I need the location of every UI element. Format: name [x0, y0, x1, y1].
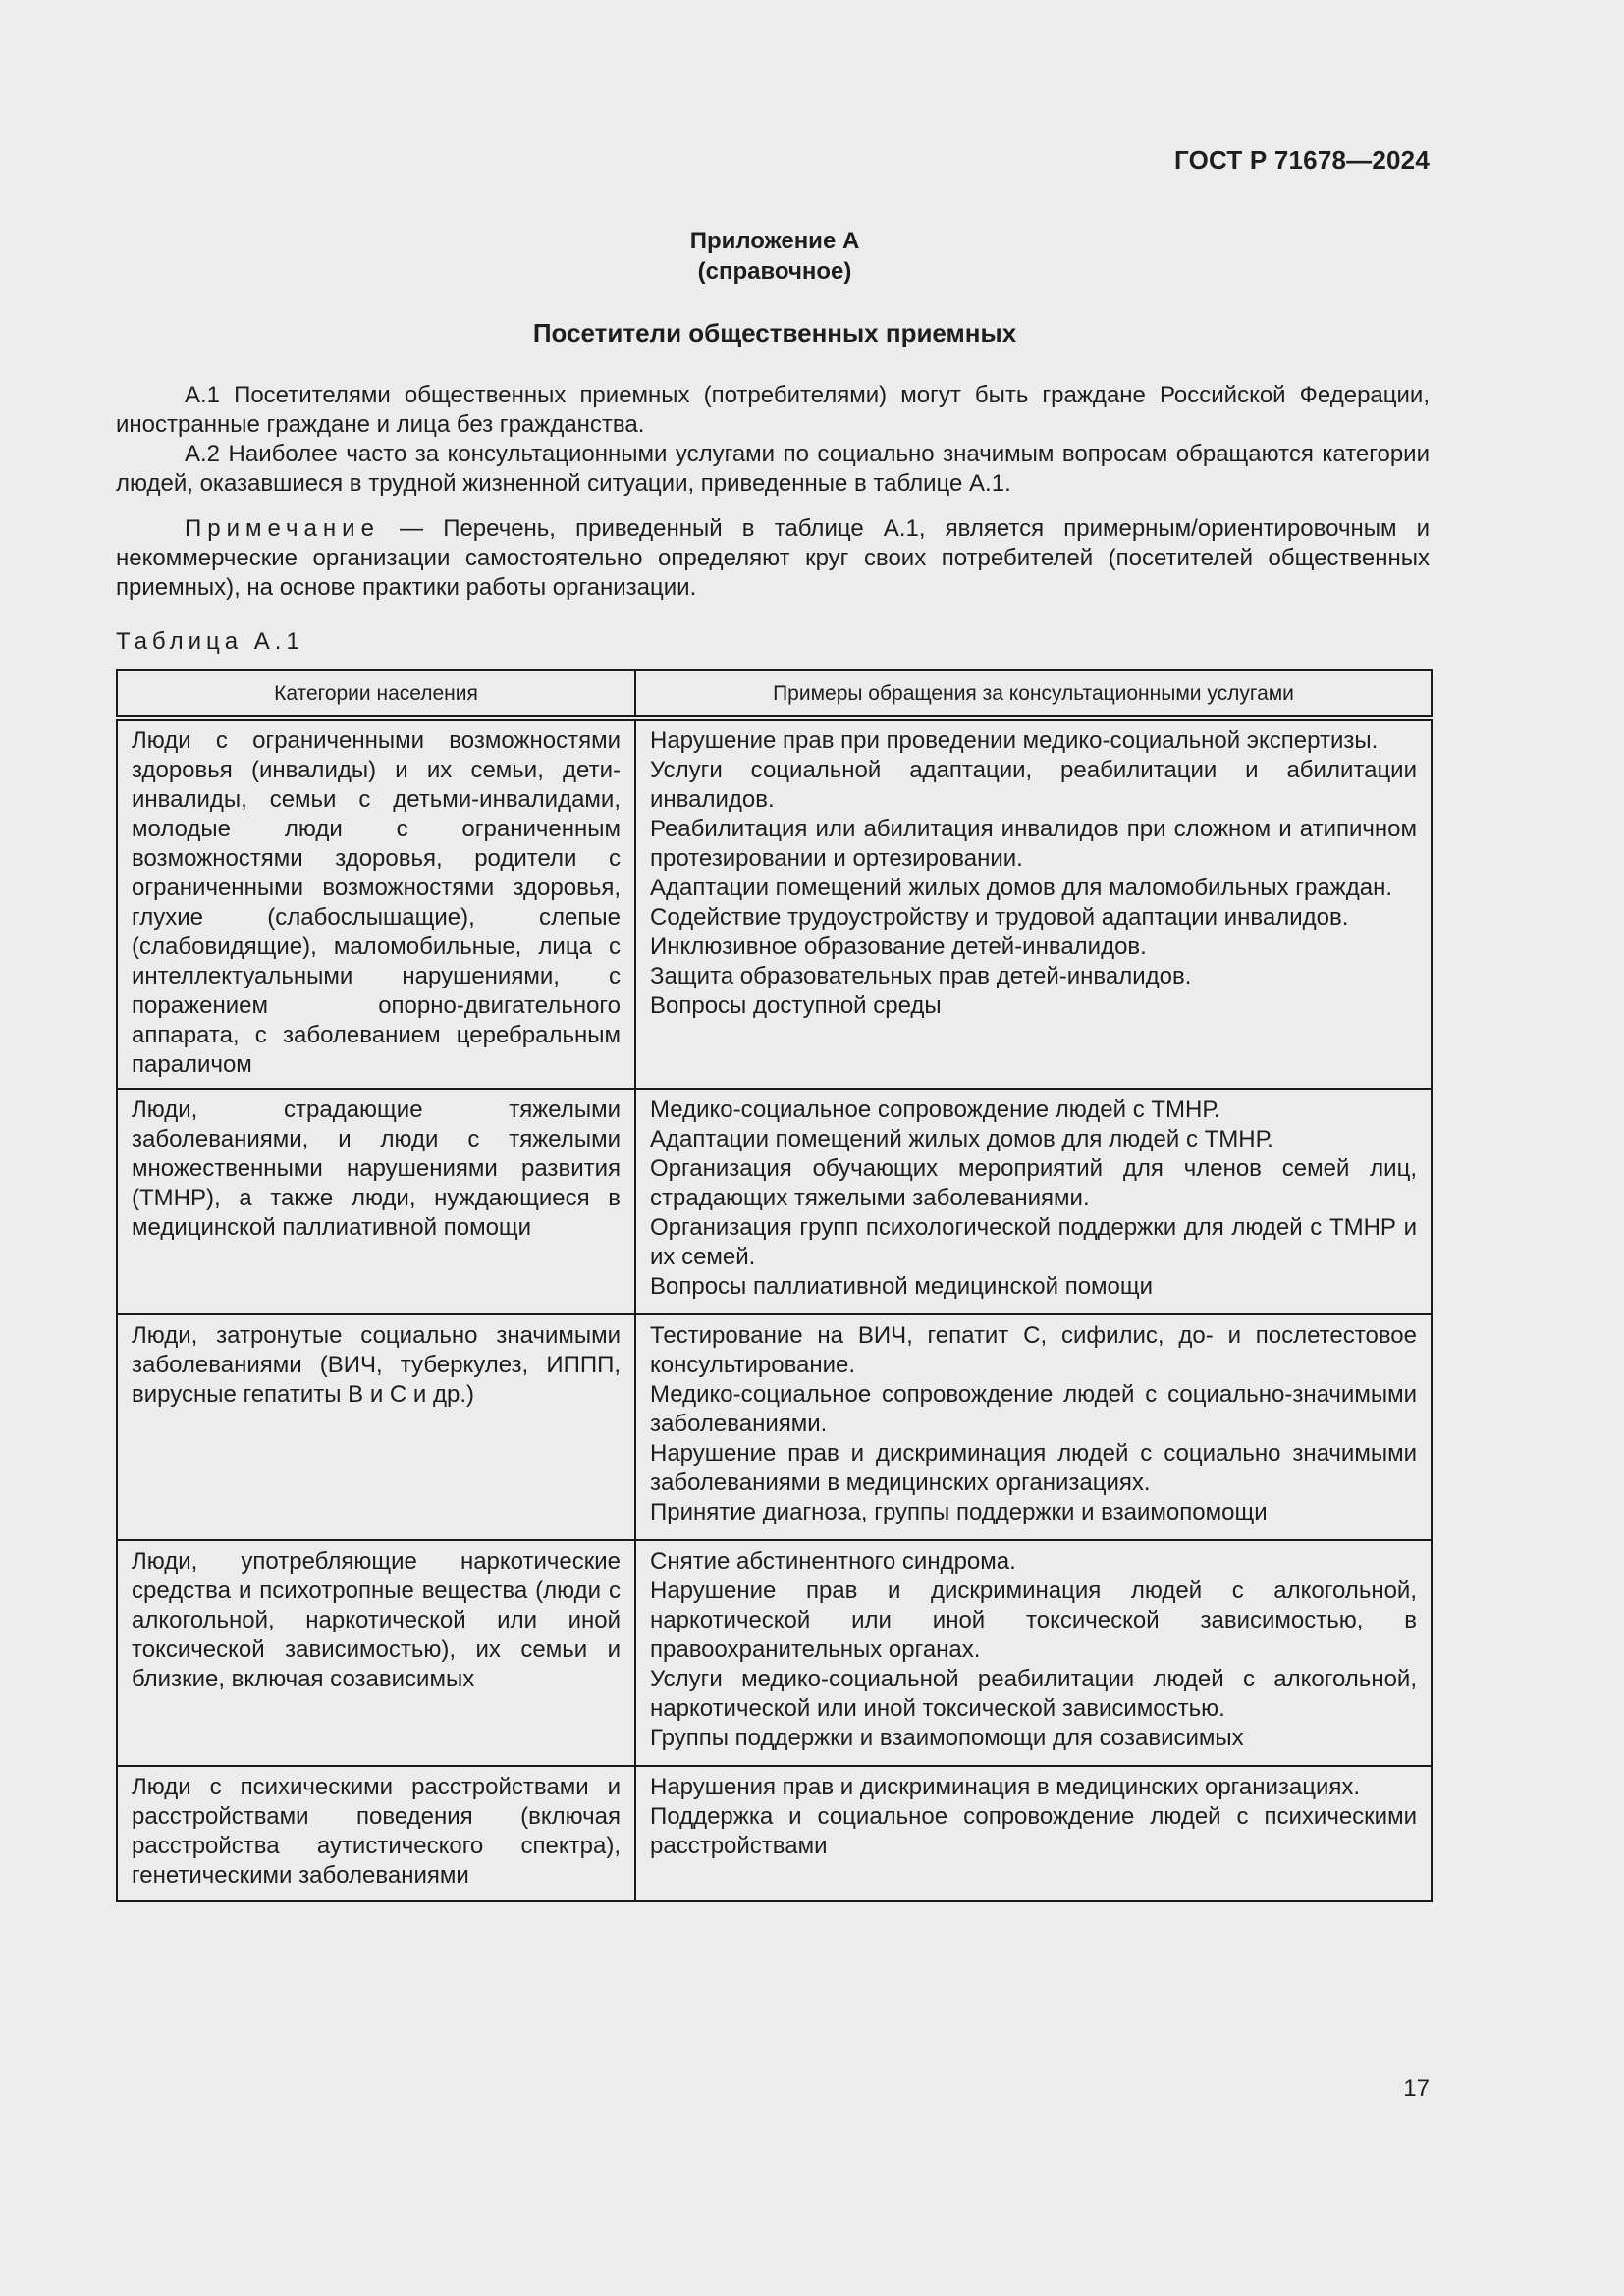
example-item: Содействие трудоустройству и трудовой адаптации инвалидов. — [650, 904, 1349, 931]
appendix-heading — [0, 226, 1549, 287]
example-item: Адаптации помещений жилых домов для маломобильных граждан. — [650, 875, 1392, 901]
table-row — [117, 1314, 1432, 1540]
page-number: 17 — [1403, 2075, 1430, 2102]
examples-cell — [635, 1540, 1432, 1766]
example-item: Нарушение прав при проведении медико-социальной экспертизы. — [650, 727, 1379, 754]
example-item: Медико-социальное сопровождение людей с социально-значимыми заболеваниями. — [650, 1381, 1417, 1437]
category-cell: Люди, затронутые социально значимыми заболеваниями (ВИЧ, туберкулез, ИППП, вирусные гепатиты В и С и др.) — [117, 1314, 635, 1540]
paragraph-a1: А.1 Посетителями общественных приемных (потребителями) могут быть граждане Российской Федерации, иностранные граждане и лица без гражданства. — [116, 382, 1430, 438]
example-item: Вопросы доступной среды — [650, 992, 942, 1019]
example-item: Нарушение прав и дискриминация людей с алкогольной, наркотической или иной токсической зависимостью, в правоохранительных органах. — [650, 1577, 1417, 1663]
table-caption: Таблица А.1 — [116, 628, 304, 655]
table-row — [117, 1766, 1432, 1901]
table-a1 — [116, 669, 1433, 1902]
table-row — [117, 1089, 1432, 1314]
example-item: Группы поддержки и взаимопомощи для созависимых — [650, 1725, 1244, 1751]
table-header-row — [117, 670, 1432, 718]
examples-cell — [635, 1314, 1432, 1540]
example-item: Услуги социальной адаптации, реабилитации и абилитации инвалидов. — [650, 757, 1417, 813]
example-item: Вопросы паллиативной медицинской помощи — [650, 1273, 1154, 1300]
note-label: Примечание — [185, 515, 380, 542]
example-item: Организация групп психологической поддержки для людей с ТМНР и их семей. — [650, 1214, 1417, 1270]
example-item: Организация обучающих мероприятий для членов семей лиц, страдающих тяжелыми заболеваниями. — [650, 1155, 1417, 1211]
table-row — [117, 718, 1432, 1089]
note — [116, 514, 1430, 603]
section-title: Посетители общественных приемных — [532, 318, 1017, 347]
category-cell: Люди, страдающие тяжелыми заболеваниями, и люди с тяжелыми множественными нарушениями развития (ТМНР), а также люди, нуждающиеся в медицинской паллиативной помощи — [117, 1089, 635, 1314]
appendix-title: Приложение А — [689, 228, 860, 254]
example-item: Поддержка и социальное сопровождение людей с психическими расстройствами — [650, 1803, 1417, 1859]
examples-cell — [635, 718, 1432, 1089]
column-header-examples: Примеры обращения за консультационными услугами — [635, 670, 1432, 718]
example-item: Защита образовательных прав детей-инвалидов. — [650, 963, 1192, 989]
category-cell: Люди, употребляющие наркотические средства и психотропные вещества (люди с алкогольной, наркотической или иной токсической зависимостью), их семьи и близкие, включая созависимых — [117, 1540, 635, 1766]
example-item: Нарушения прав и дискриминация в медицинских организациях. — [650, 1774, 1361, 1800]
example-item: Медико-социальное сопровождение людей с ТМНР. — [650, 1096, 1220, 1123]
category-cell: Люди с психическими расстройствами и расстройствами поведения (включая расстройства аутистического спектра), генетическими заболеваниями — [117, 1766, 635, 1901]
category-cell: Люди с ограниченными возможностями здоровья (инвалиды) и их семьи, дети-инвалиды, семьи с детьми-инвалидами, молодые люди с ограниченным возможностями здоровья, родители с ограниченными возможностями здоровья, глухие (слабослышащие), слепые (слабовидящие), маломобильные, лица с интеллектуальными нарушениями, с поражением опорно-двигательного аппарата, с заболеванием церебральным параличом — [117, 718, 635, 1089]
example-item: Нарушение прав и дискриминация людей с социально значимыми заболеваниями в медицинских организациях. — [650, 1440, 1417, 1496]
example-item: Принятие диагноза, группы поддержки и взаимопомощи — [650, 1499, 1268, 1525]
note-text: — Перечень, приведенный в таблице А.1, является примерным/ориентировочным и некоммерческие организации самостоятельно определяют круг своих потребителей (посетителей общественных приемных), на основе практики работы организации. — [116, 515, 1430, 601]
document-code: ГОСТ Р 71678—2024 — [1174, 145, 1430, 175]
examples-cell — [635, 1089, 1432, 1314]
appendix-subtitle: (справочное) — [697, 258, 852, 285]
example-item: Снятие абстинентного синдрома. — [650, 1548, 1016, 1575]
example-item: Услуги медико-социальной реабилитации людей с алкогольной, наркотической или иной токсической зависимостью. — [650, 1666, 1417, 1722]
examples-cell — [635, 1766, 1432, 1901]
column-header-categories: Категории населения — [117, 670, 635, 718]
example-item: Инклюзивное образование детей-инвалидов. — [650, 934, 1147, 960]
paragraph-a2: А.2 Наиболее часто за консультационными услугами по социально значимым вопросам обращаются категории людей, оказавшиеся в трудной жизненной ситуации, приведенные в таблице А.1. — [116, 441, 1430, 497]
example-item: Тестирование на ВИЧ, гепатит С, сифилис, до- и послетестовое консультирование. — [650, 1322, 1417, 1378]
table-row — [117, 1540, 1432, 1766]
example-item: Адаптации помещений жилых домов для людей с ТМНР. — [650, 1126, 1273, 1152]
example-item: Реабилитация или абилитация инвалидов при сложном и атипичном протезировании и ортезировании. — [650, 816, 1417, 872]
intro-paragraphs — [116, 381, 1430, 499]
